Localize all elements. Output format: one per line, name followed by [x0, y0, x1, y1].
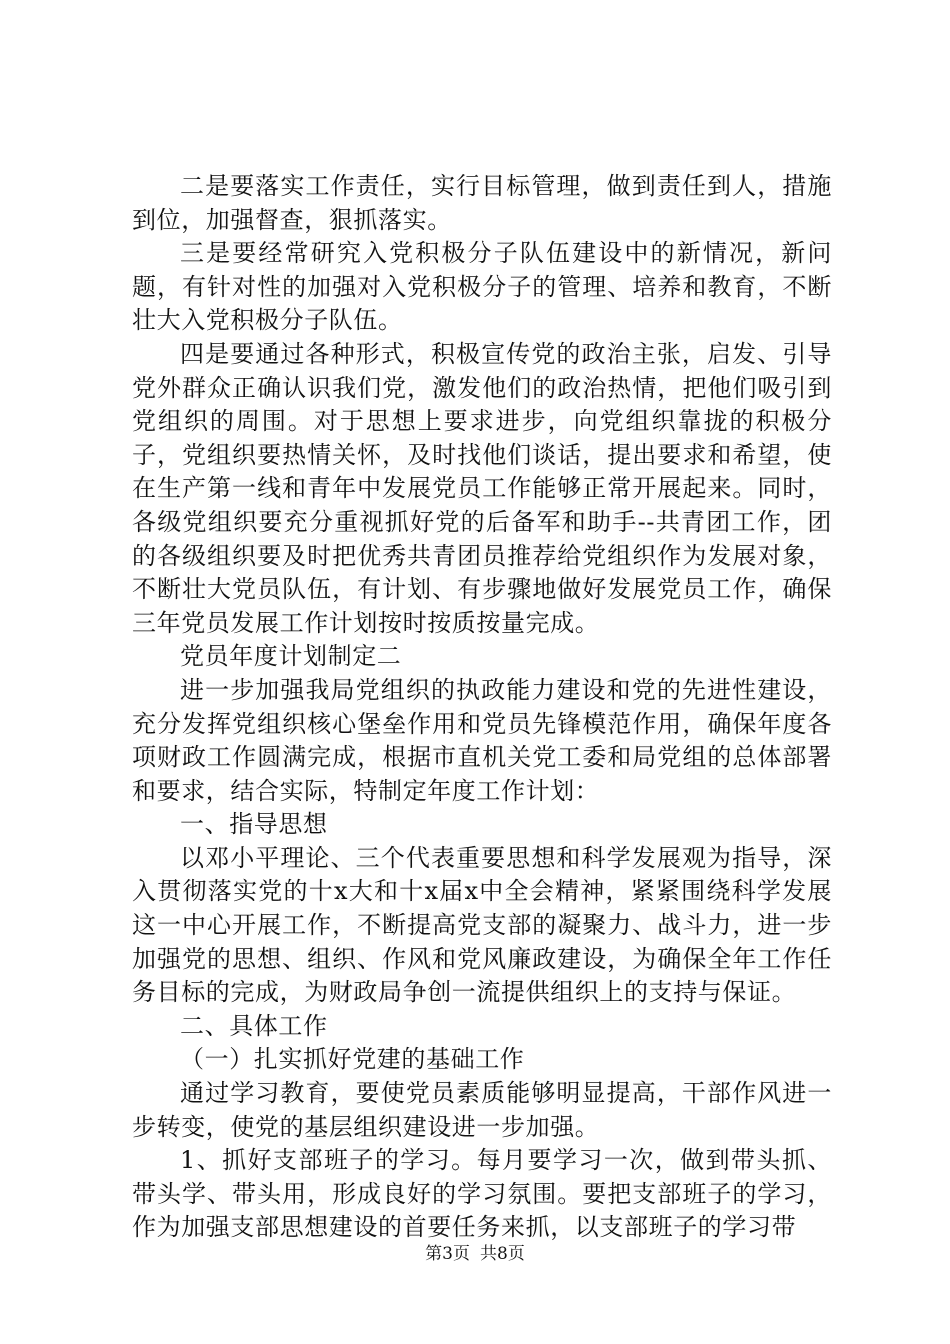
document-body	[132, 170, 832, 1245]
paragraph: 二是要落实工作责任，实行目标管理，做到责任到人，措施到位，加强督查，狠抓落实。	[132, 172, 832, 234]
section-heading: 二、具体工作	[180, 1011, 328, 1040]
paragraph: 四是要通过各种形式，积极宣传党的政治主张，启发、引导党外群众正确认识我们党，激发他们的政治热情，把他们吸引到党组织的周围。对于思想上要求进步，向党组织靠拢的积极分子，党组织要热情关怀，及时找他们谈话，提出要求和希望，使在生产第一线和青年中发展党员工作能够正常开展起来。同时，各级党组织要充分重视抓好党的后备军和助手--共青团工作，团的各级组织要及时把优秀共青团员推荐给党组织作为发展对象，不断壮大党员队伍，有计划、有步骤地做好发展党员工作，确保三年党员发展工作计划按时按质按量完成。	[132, 339, 832, 637]
subsection-heading: （一）扎实抓好党建的基础工作	[180, 1045, 525, 1074]
page-number-total: 共8页	[480, 1244, 525, 1264]
page-footer	[0, 1243, 950, 1265]
paragraph: 进一步加强我局党组织的执政能力建设和党的先进性建设，充分发挥党组织核心堡垒作用和党员先锋模范作用，确保年度各项财政工作圆满完成，根据市直机关党工委和局党组的总体部署和要求，结合实际，特制定年度工作计划：	[132, 675, 832, 805]
paragraph: 通过学习教育，要使党员素质能够明显提高，干部作风进一步转变，使党的基层组织建设进一步加强。	[132, 1079, 832, 1141]
section-heading: 党员年度计划制定二	[180, 642, 402, 671]
paragraph: 三是要经常研究入党积极分子队伍建设中的新情况，新问题，有针对性的加强对入党积极分子的管理、培养和教育，不断壮大入党积极分子队伍。	[132, 239, 832, 335]
section-heading: 一、指导思想	[180, 810, 328, 839]
paragraph: 1、抓好支部班子的学习。每月要学习一次，做到带头抓、带头学、带头用，形成良好的学习氛围。要把支部班子的学习，作为加强支部思想建设的首要任务来抓，以支部班子的学习带	[132, 1146, 832, 1242]
page-number-current: 第3页	[425, 1244, 470, 1264]
paragraph: 以邓小平理论、三个代表重要思想和科学发展观为指导，深入贯彻落实党的十x大和十x届x中全会精神，紧紧围绕科学发展这一中心开展工作，不断提高党支部的凝聚力、战斗力，进一步加强党的思想、组织、作风和党风廉政建设，为确保全年工作任务目标的完成，为财政局争创一流提供组织上的支持与保证。	[132, 843, 832, 1007]
